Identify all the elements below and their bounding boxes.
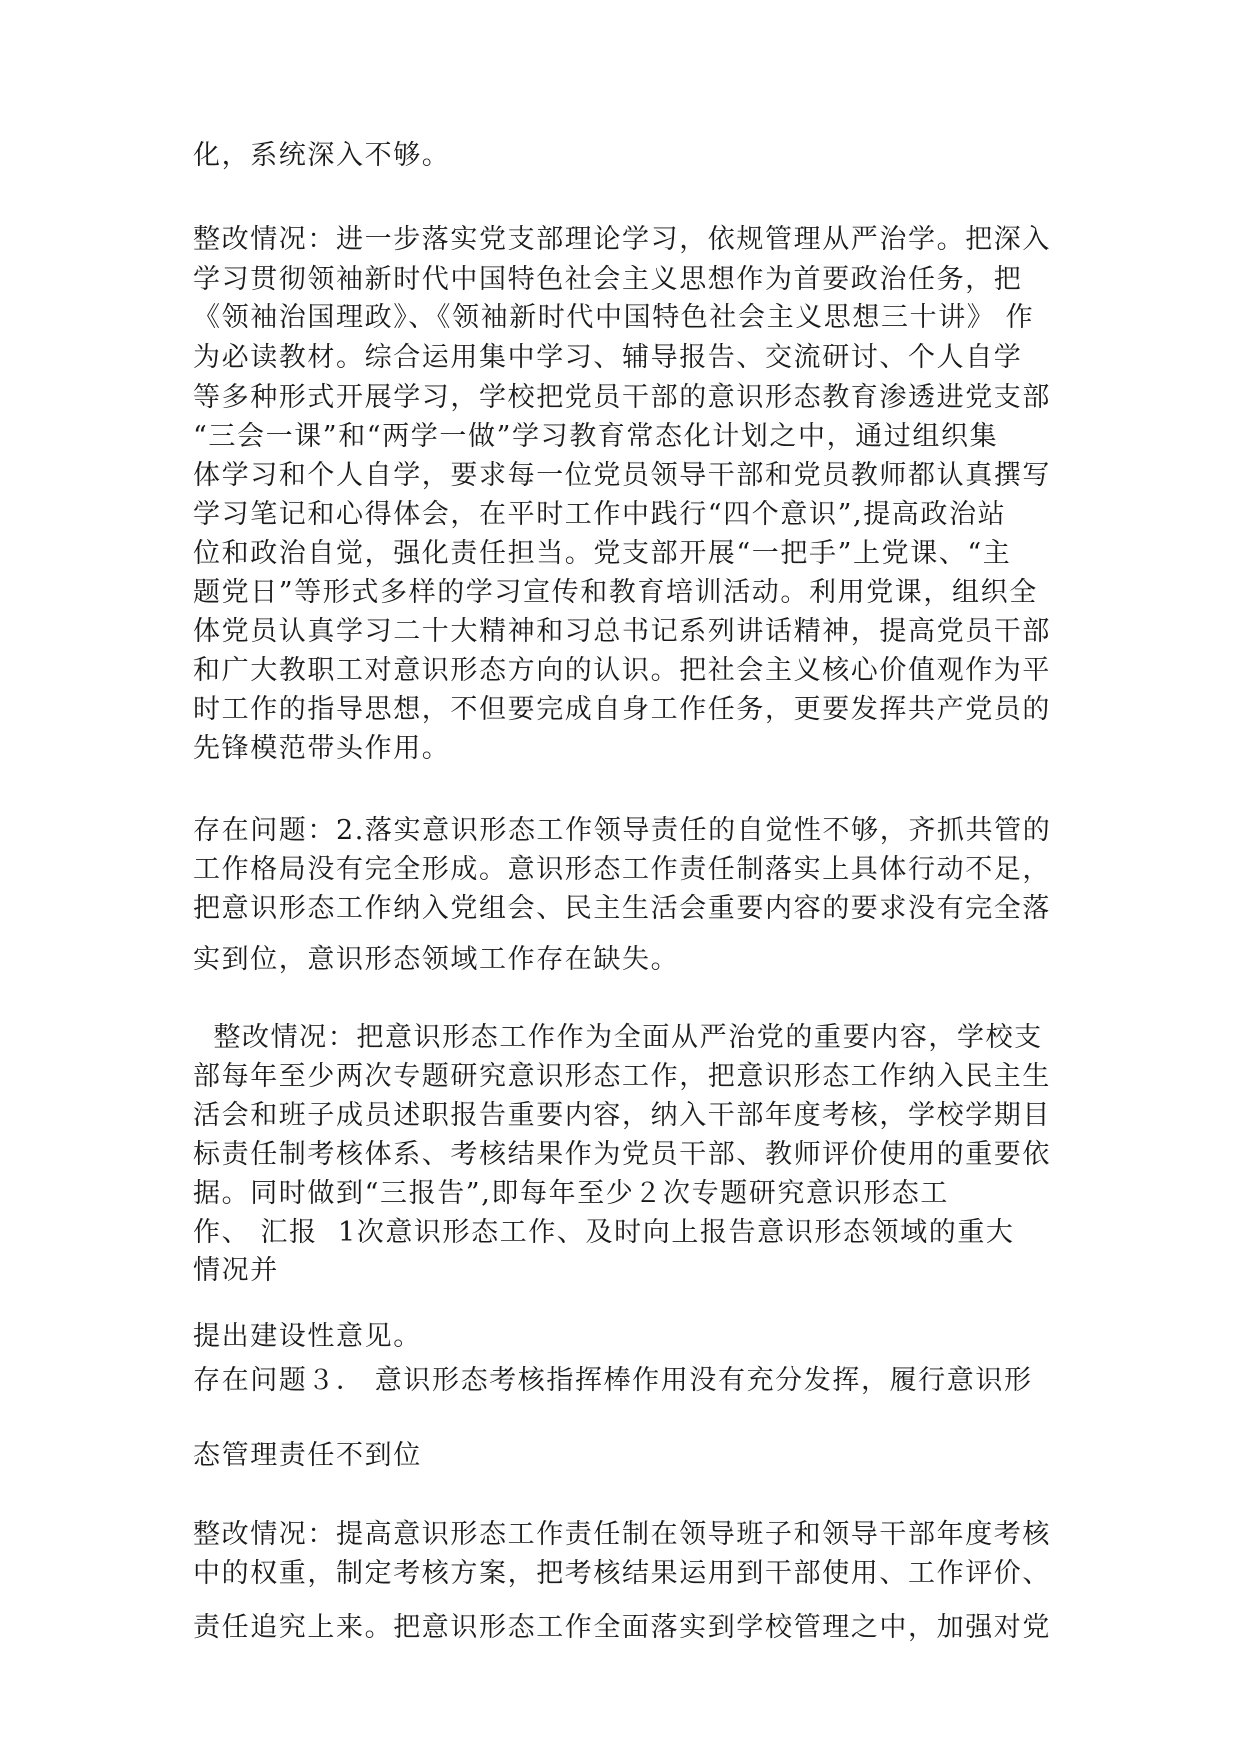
text-line: 态管理责任不到位 bbox=[193, 1440, 422, 1471]
text-line: 化，系统深入不够。 bbox=[193, 140, 451, 171]
text-line: 学习贯彻领袖新时代中国特色社会主义思想作为首要政治任务，把 bbox=[193, 264, 1023, 295]
text-line: 为必读教材。综合运用集中学习、辅导报告、交流研讨、个人自学 bbox=[193, 342, 1023, 373]
text-line: 标责任制考核体系、考核结果作为党员干部、教师评价使用的重要依 bbox=[193, 1139, 1051, 1170]
text-line: 把意识形态工作纳入党组会、民主生活会重要内容的要求没有完全落 bbox=[193, 893, 1051, 924]
text-line: 据。同时做到“三报告”,即每年至少２次专题研究意识形态工 bbox=[193, 1178, 949, 1209]
text-line: 体学习和个人自学，要求每一位党员领导干部和党员教师都认真撰写 bbox=[193, 460, 1051, 491]
text-line: 体党员认真学习二十大精神和习总书记系列讲话精神，提高党员干部 bbox=[193, 616, 1051, 647]
text-line: 等多种形式开展学习，学校把党员干部的意识形态教育渗透进党支部 bbox=[193, 382, 1051, 413]
text-line: 中的权重，制定考核方案，把考核结果运用到干部使用、工作评价、 bbox=[193, 1558, 1051, 1589]
text-line: 实到位，意识形态领域工作存在缺失。 bbox=[193, 944, 680, 975]
text-line: 情况并 bbox=[193, 1255, 279, 1286]
text-line: 题党日”等形式多样的学习宣传和教育培训活动。利用党课，组织全 bbox=[193, 577, 1038, 608]
text-line: 存在问题３． 意识形态考核指挥棒作用没有充分发挥，履行意识形 bbox=[193, 1365, 1033, 1396]
text-line: 《领袖治国理政》、《领袖新时代中国特色社会主义思想三十讲》 作 bbox=[193, 302, 1035, 333]
text-line: 活会和班子成员述职报告重要内容，纳入干部年度考核，学校学期目 bbox=[193, 1100, 1051, 1131]
text-line: 位和政治自觉，强化责任担当。党支部开展“一把手”上党课、“主 bbox=[193, 538, 1012, 569]
text-line: 整改情况：提高意识形态工作责任制在领导班子和领导干部年度考核 bbox=[193, 1519, 1051, 1550]
text-line: 工作格局没有完全形成。意识形态工作责任制落实上具体行动不足， bbox=[193, 854, 1051, 885]
text-line: 部每年至少两次专题研究意识形态工作，把意识形态工作纳入民主生 bbox=[193, 1061, 1051, 1092]
text-line: 和广大教职工对意识形态方向的认识。把社会主义核心价值观作为平 bbox=[193, 655, 1051, 686]
text-line: 学习笔记和心得体会，在平时工作中践行“四个意识”,提高政治站 bbox=[193, 499, 1007, 530]
text-line: 先锋模范带头作用。 bbox=[193, 733, 451, 764]
text-line: 时工作的指导思想，不但要完成自身工作任务，更要发挥共产党员的 bbox=[193, 694, 1051, 725]
text-line: 存在问题：2.落实意识形态工作领导责任的自觉性不够，齐抓共管的 bbox=[193, 815, 1052, 846]
text-line: 提出建设性意见。 bbox=[193, 1321, 422, 1352]
text-line: “三会一课”和“两学一做”学习教育常态化计划之中，通过组织集 bbox=[193, 421, 999, 452]
text-line: 责任追究上来。把意识形态工作全面落实到学校管理之中，加强对党 bbox=[193, 1612, 1051, 1643]
text-line: 整改情况：进一步落实党支部理论学习，依规管理从严治学。把深入 bbox=[193, 224, 1051, 255]
text-line: 整改情况：把意识形态工作作为全面从严治党的重要内容，学校支 bbox=[193, 1022, 1043, 1053]
text-line: 作、 汇报 1次意识形态工作、及时向上报告意识形态领域的重大 bbox=[193, 1217, 1015, 1248]
